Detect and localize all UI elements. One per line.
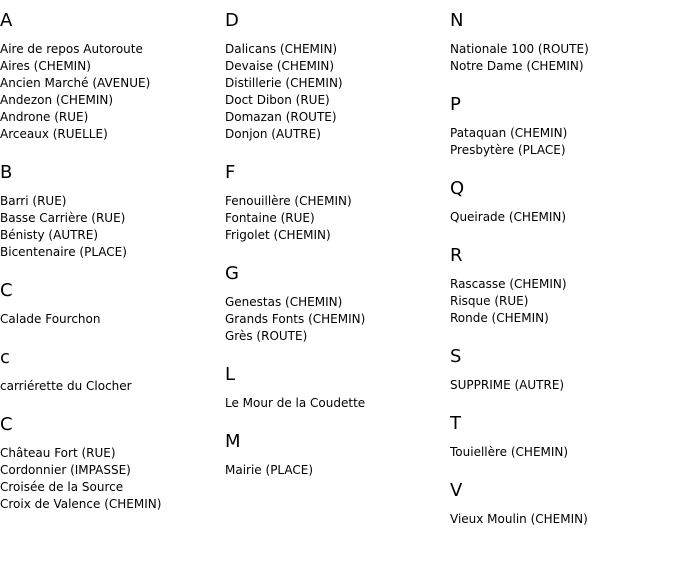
street-link[interactable]: Nationale 100 (ROUTE) (450, 42, 589, 56)
letter-group (225, 431, 445, 479)
street-link[interactable]: Donjon (AUTRE) (225, 127, 321, 141)
street-list (450, 41, 670, 75)
street-link[interactable]: Grands Fonts (CHEMIN) (225, 312, 366, 326)
street-link[interactable]: Château Fort (RUE) (0, 446, 116, 460)
street-list (225, 395, 445, 412)
street-link[interactable]: Le Mour de la Coudette (225, 396, 366, 410)
street-link[interactable]: Presbytère (PLACE) (450, 143, 566, 157)
letter-heading: C (0, 280, 13, 301)
street-link[interactable]: Pataquan (CHEMIN) (450, 126, 568, 140)
index-column (450, 10, 670, 547)
letter-heading: L (225, 364, 236, 385)
street-link[interactable]: Ancien Marché (AVENUE) (0, 76, 151, 90)
letter-group (450, 346, 670, 394)
letter-group (0, 10, 220, 143)
street-link[interactable]: SUPPRIME (AUTRE) (450, 378, 565, 392)
letter-group (450, 94, 670, 159)
letter-group (0, 162, 220, 261)
letter-heading: c (0, 347, 10, 368)
street-link[interactable]: Aire de repos Autoroute (0, 42, 143, 56)
letter-group (450, 413, 670, 461)
letter-group (225, 162, 445, 244)
index-column (0, 10, 220, 532)
letter-group (0, 414, 220, 513)
street-link[interactable]: Bénisty (AUTRE) (0, 228, 99, 242)
street-link[interactable]: Bicentenaire (PLACE) (0, 245, 127, 259)
street-list (0, 311, 220, 328)
street-link[interactable]: Croix de Valence (CHEMIN) (0, 497, 162, 511)
letter-heading: S (450, 346, 462, 367)
letter-heading: R (450, 245, 463, 266)
letter-heading: V (450, 480, 463, 501)
street-link[interactable]: Fenouillère (CHEMIN) (225, 194, 352, 208)
letter-heading: A (0, 10, 13, 31)
street-link[interactable]: Calade Fourchon (0, 312, 101, 326)
street-list (450, 444, 670, 461)
street-link[interactable]: Notre Dame (CHEMIN) (450, 59, 584, 73)
street-link[interactable]: Arceaux (RUELLE) (0, 127, 108, 141)
letter-group (450, 245, 670, 327)
letter-heading: N (450, 10, 464, 31)
letter-group (450, 10, 670, 75)
letter-heading: M (225, 431, 241, 452)
letter-heading: Q (450, 178, 465, 199)
street-link[interactable]: Touiellère (CHEMIN) (450, 445, 569, 459)
letter-heading: C (0, 414, 13, 435)
letter-group (450, 480, 670, 528)
street-link[interactable]: Croisée de la Source (0, 480, 124, 494)
street-link[interactable]: Rascasse (CHEMIN) (450, 277, 567, 291)
street-link[interactable]: Androne (RUE) (0, 110, 89, 124)
street-list (0, 378, 220, 395)
street-link[interactable]: Grès (ROUTE) (225, 329, 308, 343)
street-link[interactable]: Genestas (CHEMIN) (225, 295, 343, 309)
street-link[interactable]: Ronde (CHEMIN) (450, 311, 549, 325)
street-link[interactable]: Vieux Moulin (CHEMIN) (450, 512, 588, 526)
street-list (450, 125, 670, 159)
letter-group (225, 364, 445, 412)
letter-heading: G (225, 263, 239, 284)
street-list (225, 294, 445, 345)
letter-group (225, 10, 445, 143)
letter-heading: T (450, 413, 461, 434)
street-link[interactable]: Aires (CHEMIN) (0, 59, 91, 73)
street-list (0, 41, 220, 143)
street-link[interactable]: Andezon (CHEMIN) (0, 93, 114, 107)
street-list (225, 462, 445, 479)
street-link[interactable]: Basse Carrière (RUE) (0, 211, 126, 225)
letter-group (225, 263, 445, 345)
letter-heading: D (225, 10, 239, 31)
street-link[interactable]: Mairie (PLACE) (225, 463, 314, 477)
street-link[interactable]: Frigolet (CHEMIN) (225, 228, 331, 242)
street-list (450, 377, 670, 394)
index-column (225, 10, 445, 498)
street-list (225, 193, 445, 244)
letter-heading: F (225, 162, 236, 183)
street-list (0, 193, 220, 261)
letter-group (0, 347, 220, 395)
street-link[interactable]: Queirade (CHEMIN) (450, 210, 567, 224)
street-list (450, 276, 670, 327)
street-list (0, 445, 220, 513)
street-list (225, 41, 445, 143)
street-link[interactable]: Cordonnier (IMPASSE) (0, 463, 131, 477)
street-link[interactable]: Risque (RUE) (450, 294, 529, 308)
street-link[interactable]: Devaise (CHEMIN) (225, 59, 335, 73)
street-link[interactable]: carriérette du Clocher (0, 379, 132, 393)
street-list (450, 511, 670, 528)
street-link[interactable]: Doct Dibon (RUE) (225, 93, 330, 107)
street-link[interactable]: Fontaine (RUE) (225, 211, 315, 225)
street-link[interactable]: Dalicans (CHEMIN) (225, 42, 338, 56)
letter-group (450, 178, 670, 226)
letter-heading: P (450, 94, 461, 115)
street-list (450, 209, 670, 226)
street-link[interactable]: Distillerie (CHEMIN) (225, 76, 343, 90)
street-link[interactable]: Barri (RUE) (0, 194, 67, 208)
letter-heading: B (0, 162, 13, 183)
letter-group (0, 280, 220, 328)
street-link[interactable]: Domazan (ROUTE) (225, 110, 337, 124)
